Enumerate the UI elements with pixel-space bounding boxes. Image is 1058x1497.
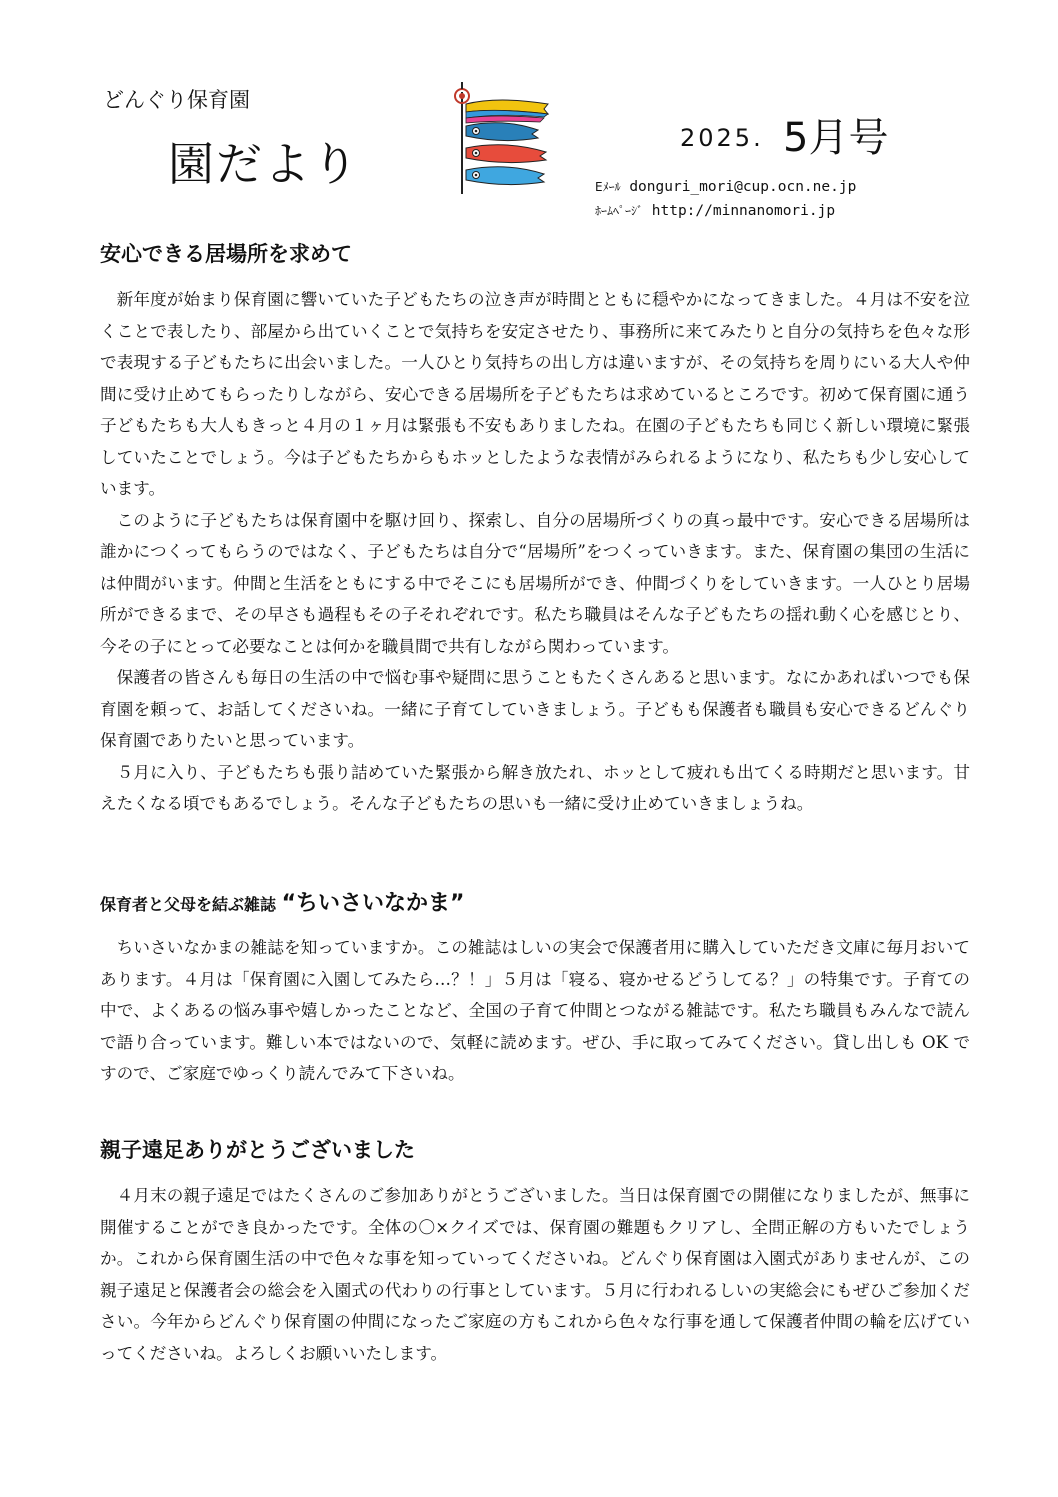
section3-body xyxy=(100,1180,970,1369)
paragraph: ５月に入り、子どもたちも張り詰めていた緊張から解き放たれ、ホッとして疲れも出てくる時期だと思います。甘えたくなる頃でもあるでしょう。そんな子どもたちの思いも一緒に受け止めていきましょうね。 xyxy=(100,762,970,813)
section2-body xyxy=(100,932,970,1090)
homepage-line xyxy=(595,202,835,219)
paragraph: 新年度が始まり保育園に響いていた子どもたちの泣き声が時間とともに穏やかになってきました。４月は不安を泣くことで表したり、部屋から出ていくことで気持ちを安定させたり、事務所に来てみたりと自分の気持ちを色々な形で表現する子どもたちに出会いました。一人ひとり気持ちの出し方は違いますが、その気持ちを周りにいる大人や仲間に受け止めてもらったりしながら、安心できる居場所を子どもたちは求めているところです。初めて保育園に通う子どもたちも大人もきっと４月の１ヶ月は緊張も不安もありましたね。在園の子どもたちも同じく新しい環境に緊張していたことでしょう。今は子どもたちからもホッとしたような表情がみられるようになり、私たちも少し安心しています。 xyxy=(100,290,970,498)
email-address: donguri_mori@cup.ocn.ne.jp xyxy=(629,179,857,195)
section1-body xyxy=(100,284,970,820)
paragraph: ４月末の親子遠足ではたくさんのご参加ありがとうございました。当日は保育園での開催になりましたが、無事に開催することができ良かったです。全体の〇×クイズでは、保育園の難題もクリアし、全問正解の方もいたでしょうか。これから保育園生活の中で色々な事を知っていってくださいね。どんぐり保育園は入園式がありませんが、この親子遠足と保護者会の総会を入園式の代わりの行事としています。５月に行われるしいの実総会にもぜひご参加ください。今年からどんぐり保育園の仲間になったご家庭の方もこれから色々な行事を通して保護者仲間の輪を広げていってくださいね。よろしくお願いいたします。 xyxy=(100,1186,970,1363)
nursery-name: どんぐり保育園 xyxy=(103,88,250,112)
paragraph: このように子どもたちは保育園中を駆け回り、探索し、自分の居場所づくりの真っ最中です。安心できる居場所は誰かにつくってもらうのではなく、子どもたちは自分で“居場所”をつくっていきます。また、保育園の集団の生活には仲間がいます。仲間と生活をともにする中でそこにも居場所ができ、仲間づくりをしていきます。一人ひとり居場所ができるまで、その早さも過程もその子それぞれです。私たち職員はそんな子どもたちの揺れ動く心を感じとり、今その子にとって必要なことは何かを職員間で共有しながら関わっています。 xyxy=(100,510,970,656)
issue-year: 2025. xyxy=(680,124,764,152)
section1-heading: 安心できる居場所を求めて xyxy=(100,242,352,266)
homepage-label: ﾎｰﾑﾍﾟｰｼﾞ xyxy=(595,204,644,218)
newsletter-title: 園だより xyxy=(168,137,360,191)
homepage-url: http://minnanomori.jp xyxy=(651,203,836,219)
section2-heading xyxy=(100,886,465,917)
section2-heading-name: “ちいさいなかま” xyxy=(281,891,465,916)
issue-month: 5月号 xyxy=(783,115,889,161)
email-label: Eﾒｰﾙ xyxy=(595,180,621,194)
paragraph: 保護者の皆さんも毎日の生活の中で悩む事や疑問に思うこともたくさんあると思います。なにかあればいつでも保育園を頼って、お話してくださいね。一緒に子育てしていきましょう。子どもも保護者も職員も安心できるどんぐり保育園でありたいと思っています。 xyxy=(100,668,970,750)
koinobori-icon xyxy=(448,78,560,196)
email-line xyxy=(595,178,856,195)
section2-heading-prefix: 保育者と父母を結ぶ雑誌 xyxy=(100,895,277,914)
section3-heading: 親子遠足ありがとうございました xyxy=(100,1138,415,1162)
paragraph: ちいさいなかまの雑誌を知っていますか。この雑誌はしいの実会で保護者用に購入していただき文庫に毎月おいてあります。４月は「保育園に入園してみたら…？！」５月は「寝る、寝かせるどうしてる？」の特集です。子育ての中で、よくあるの悩み事や嬉しかったことなど、全国の子育て仲間とつながる雑誌です。私たち職員もみんなで読んで語り合っています。難しい本ではないので、気軽に読めます。ぜひ、手に取ってみてください。貸し出しも OK ですので、ご家庭でゆっくり読んでみて下さいね。 xyxy=(100,938,970,1083)
